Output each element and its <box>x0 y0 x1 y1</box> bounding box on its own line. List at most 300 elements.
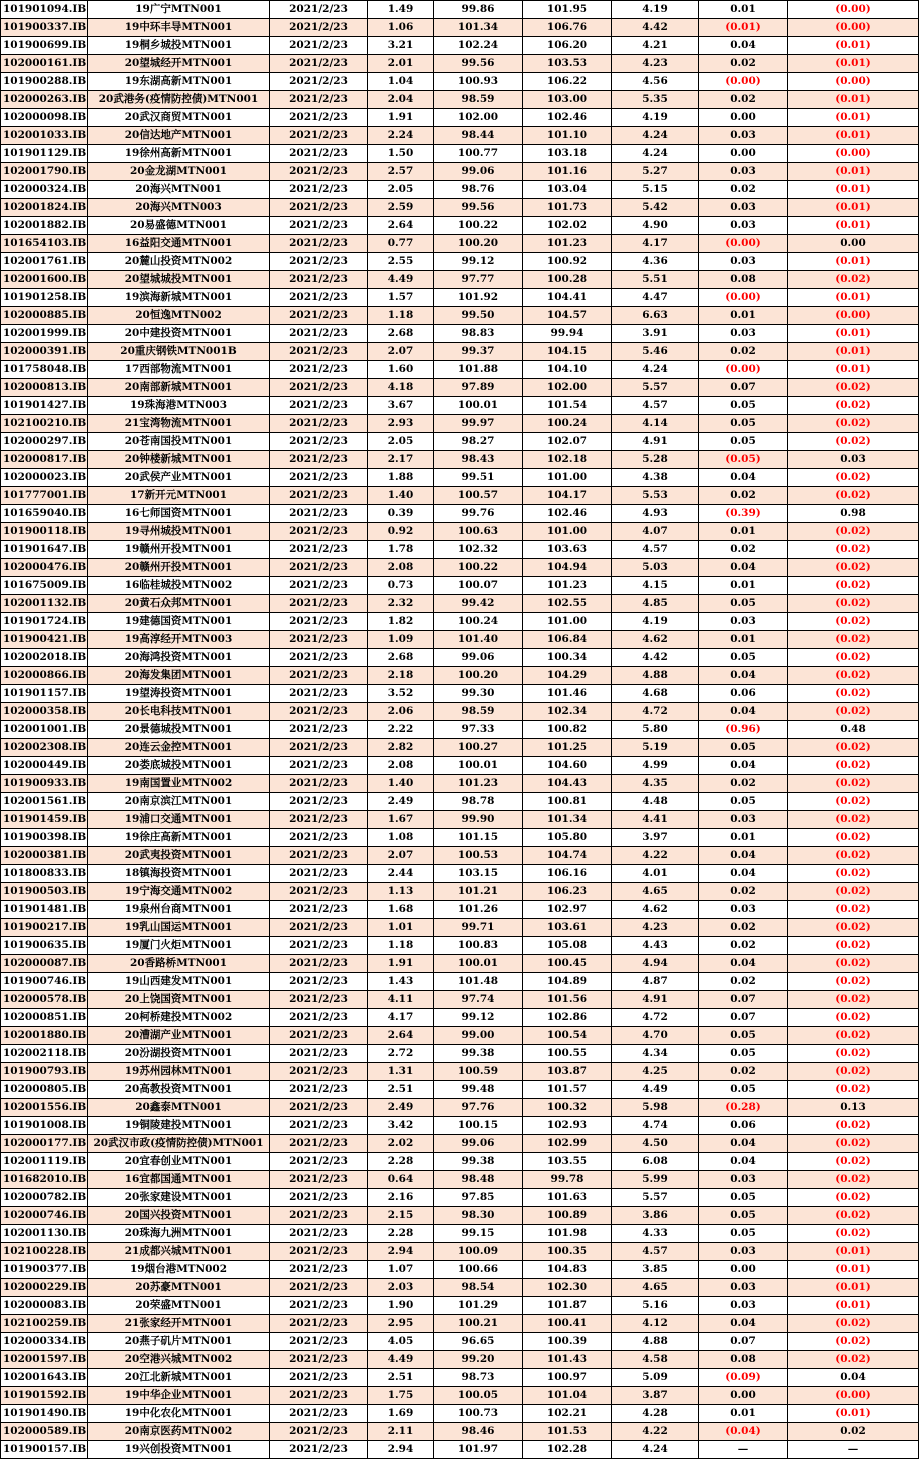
bond-code-cell: 101900337.IB <box>1 19 88 37</box>
change-a-cell: 0.01 <box>699 631 788 649</box>
full-price-cell: 99.94 <box>523 325 612 343</box>
net-price-cell: 99.38 <box>434 1045 523 1063</box>
term-cell: 3.42 <box>368 1117 434 1135</box>
change-a-cell: 0.08 <box>699 271 788 289</box>
table-row <box>1 901 919 919</box>
bond-name-cell: 16临桂城投MTN002 <box>88 577 270 595</box>
bond-code-cell: 102000177.IB <box>1 1135 88 1153</box>
net-price-cell: 99.06 <box>434 1135 523 1153</box>
bond-name-cell: 19铜陵建投MTN001 <box>88 1117 270 1135</box>
change-a-cell: 0.03 <box>699 199 788 217</box>
full-price-cell: 100.82 <box>523 721 612 739</box>
term-cell: 1.50 <box>368 145 434 163</box>
term-cell: 0.39 <box>368 505 434 523</box>
full-price-cell: 102.00 <box>523 379 612 397</box>
yield-cell: 4.19 <box>612 1 699 19</box>
bond-code-cell: 101758048.IB <box>1 361 88 379</box>
change-b-cell: (0.00) <box>788 1 919 19</box>
full-price-cell: 104.57 <box>523 307 612 325</box>
date-cell: 2021/2/23 <box>270 487 368 505</box>
bond-table-body <box>1 1 919 1459</box>
table-row <box>1 505 919 523</box>
bond-code-cell: 102000782.IB <box>1 1189 88 1207</box>
full-price-cell: 103.63 <box>523 541 612 559</box>
bond-code-cell: 102001882.IB <box>1 217 88 235</box>
date-cell: 2021/2/23 <box>270 253 368 271</box>
yield-cell: 4.21 <box>612 37 699 55</box>
term-cell: 2.28 <box>368 1225 434 1243</box>
net-price-cell: 100.20 <box>434 667 523 685</box>
full-price-cell: 105.08 <box>523 937 612 955</box>
table-row <box>1 811 919 829</box>
table-row <box>1 739 919 757</box>
table-row <box>1 1081 919 1099</box>
yield-cell: 4.65 <box>612 883 699 901</box>
bond-name-cell: 19浦口交通MTN001 <box>88 811 270 829</box>
yield-cell: 3.87 <box>612 1387 699 1405</box>
bond-name-cell: 20汾湖投资MTN001 <box>88 1045 270 1063</box>
change-a-cell: 0.05 <box>699 1081 788 1099</box>
bond-name-cell: 19中化农化MTN001 <box>88 1405 270 1423</box>
bond-name-cell: 20海兴MTN001 <box>88 181 270 199</box>
change-b-cell: (0.02) <box>788 379 919 397</box>
net-price-cell: 100.57 <box>434 487 523 505</box>
change-b-cell: (0.02) <box>788 829 919 847</box>
yield-cell: 4.22 <box>612 1423 699 1441</box>
table-row <box>1 271 919 289</box>
change-a-cell: 0.00 <box>699 1261 788 1279</box>
bond-code-cell: 101901490.IB <box>1 1405 88 1423</box>
yield-cell: 4.33 <box>612 1225 699 1243</box>
full-price-cell: 103.00 <box>523 91 612 109</box>
table-row <box>1 91 919 109</box>
term-cell: 1.67 <box>368 811 434 829</box>
net-price-cell: 103.15 <box>434 865 523 883</box>
table-row <box>1 883 919 901</box>
yield-cell: 4.28 <box>612 1405 699 1423</box>
bond-code-cell: 101777001.IB <box>1 487 88 505</box>
date-cell: 2021/2/23 <box>270 55 368 73</box>
date-cell: 2021/2/23 <box>270 1189 368 1207</box>
term-cell: 2.03 <box>368 1279 434 1297</box>
bond-name-cell: 20海兴MTN003 <box>88 199 270 217</box>
bond-code-cell: 102000746.IB <box>1 1207 88 1225</box>
full-price-cell: 101.34 <box>523 811 612 829</box>
change-a-cell: 0.03 <box>699 163 788 181</box>
date-cell: 2021/2/23 <box>270 1135 368 1153</box>
yield-cell: 5.03 <box>612 559 699 577</box>
change-a-cell: 0.04 <box>699 1153 788 1171</box>
bond-name-cell: 20宜春创业MTN001 <box>88 1153 270 1171</box>
net-price-cell: 100.59 <box>434 1063 523 1081</box>
table-row <box>1 343 919 361</box>
term-cell: 1.40 <box>368 487 434 505</box>
bond-name-cell: 20荣盛MTN001 <box>88 1297 270 1315</box>
table-row <box>1 361 919 379</box>
term-cell: 3.67 <box>368 397 434 415</box>
term-cell: 2.49 <box>368 1099 434 1117</box>
date-cell: 2021/2/23 <box>270 613 368 631</box>
net-price-cell: 100.01 <box>434 397 523 415</box>
yield-cell: 4.15 <box>612 577 699 595</box>
date-cell: 2021/2/23 <box>270 19 368 37</box>
full-price-cell: 101.63 <box>523 1189 612 1207</box>
date-cell: 2021/2/23 <box>270 343 368 361</box>
net-price-cell: 100.15 <box>434 1117 523 1135</box>
change-b-cell: (0.02) <box>788 631 919 649</box>
net-price-cell: 100.05 <box>434 1387 523 1405</box>
full-price-cell: 104.83 <box>523 1261 612 1279</box>
full-price-cell: 104.41 <box>523 289 612 307</box>
yield-cell: 3.85 <box>612 1261 699 1279</box>
change-b-cell: (0.02) <box>788 1081 919 1099</box>
change-a-cell: (0.04) <box>699 1423 788 1441</box>
net-price-cell: 99.97 <box>434 415 523 433</box>
bond-name-cell: 20钟楼新城MTN001 <box>88 451 270 469</box>
table-row <box>1 1225 919 1243</box>
full-price-cell: 106.16 <box>523 865 612 883</box>
change-b-cell: (0.02) <box>788 1153 919 1171</box>
full-price-cell: 100.35 <box>523 1243 612 1261</box>
full-price-cell: 101.53 <box>523 1423 612 1441</box>
term-cell: 2.49 <box>368 793 434 811</box>
bond-name-cell: 20连云金控MTN001 <box>88 739 270 757</box>
net-price-cell: 98.59 <box>434 91 523 109</box>
yield-cell: 4.87 <box>612 973 699 991</box>
change-b-cell: (0.02) <box>788 775 919 793</box>
net-price-cell: 100.53 <box>434 847 523 865</box>
net-price-cell: 101.23 <box>434 775 523 793</box>
table-row <box>1 541 919 559</box>
date-cell: 2021/2/23 <box>270 199 368 217</box>
yield-cell: 4.36 <box>612 253 699 271</box>
bond-code-cell: 102100259.IB <box>1 1315 88 1333</box>
table-row <box>1 181 919 199</box>
change-a-cell: 0.03 <box>699 253 788 271</box>
date-cell: 2021/2/23 <box>270 73 368 91</box>
bond-code-cell: 101901008.IB <box>1 1117 88 1135</box>
net-price-cell: 99.37 <box>434 343 523 361</box>
bond-code-cell: 101900793.IB <box>1 1063 88 1081</box>
change-a-cell: 0.05 <box>699 739 788 757</box>
bond-code-cell: 102000476.IB <box>1 559 88 577</box>
term-cell: 2.02 <box>368 1135 434 1153</box>
full-price-cell: 104.89 <box>523 973 612 991</box>
net-price-cell: 100.01 <box>434 955 523 973</box>
yield-cell: 4.19 <box>612 109 699 127</box>
table-row <box>1 289 919 307</box>
bond-code-cell: 102000023.IB <box>1 469 88 487</box>
change-a-cell: 0.05 <box>699 397 788 415</box>
change-b-cell: 0.13 <box>788 1099 919 1117</box>
change-b-cell: (0.02) <box>788 469 919 487</box>
table-row <box>1 829 919 847</box>
full-price-cell: 102.34 <box>523 703 612 721</box>
bond-code-cell: 102100228.IB <box>1 1243 88 1261</box>
yield-cell: 4.24 <box>612 127 699 145</box>
full-price-cell: 101.00 <box>523 613 612 631</box>
net-price-cell: 98.27 <box>434 433 523 451</box>
net-price-cell: 100.22 <box>434 559 523 577</box>
bond-code-cell: 101901157.IB <box>1 685 88 703</box>
term-cell: 1.07 <box>368 1261 434 1279</box>
change-a-cell: 0.02 <box>699 541 788 559</box>
bond-name-cell: 19赣州开投MTN001 <box>88 541 270 559</box>
bond-name-cell: 19广宁MTN001 <box>88 1 270 19</box>
bond-code-cell: 101900933.IB <box>1 775 88 793</box>
change-b-cell: (0.02) <box>788 595 919 613</box>
bond-name-cell: 19徐庄高新MTN001 <box>88 829 270 847</box>
bond-name-cell: 20上饶国资MTN001 <box>88 991 270 1009</box>
change-b-cell: (0.02) <box>788 757 919 775</box>
net-price-cell: 96.65 <box>434 1333 523 1351</box>
full-price-cell: 101.57 <box>523 1081 612 1099</box>
bond-code-cell: 102001001.IB <box>1 721 88 739</box>
table-row <box>1 1369 919 1387</box>
change-a-cell: (0.96) <box>699 721 788 739</box>
yield-cell: 4.91 <box>612 991 699 1009</box>
bond-code-cell: 102001033.IB <box>1 127 88 145</box>
bond-name-cell: 21成都兴城MTN001 <box>88 1243 270 1261</box>
yield-cell: 4.94 <box>612 955 699 973</box>
bond-name-cell: 19建德国资MTN001 <box>88 613 270 631</box>
change-b-cell: (0.02) <box>788 577 919 595</box>
table-row <box>1 631 919 649</box>
change-a-cell: (0.00) <box>699 289 788 307</box>
term-cell: 1.82 <box>368 613 434 631</box>
net-price-cell: 98.43 <box>434 451 523 469</box>
yield-cell: 4.25 <box>612 1063 699 1081</box>
net-price-cell: 99.51 <box>434 469 523 487</box>
net-price-cell: 98.46 <box>434 1423 523 1441</box>
date-cell: 2021/2/23 <box>270 469 368 487</box>
date-cell: 2021/2/23 <box>270 415 368 433</box>
change-b-cell: (0.01) <box>788 1261 919 1279</box>
term-cell: 2.94 <box>368 1441 434 1459</box>
term-cell: 1.04 <box>368 73 434 91</box>
yield-cell: 4.57 <box>612 397 699 415</box>
change-a-cell: 0.04 <box>699 865 788 883</box>
term-cell: 1.91 <box>368 109 434 127</box>
date-cell: 2021/2/23 <box>270 577 368 595</box>
full-price-cell: 101.46 <box>523 685 612 703</box>
table-row <box>1 1387 919 1405</box>
term-cell: 1.40 <box>368 775 434 793</box>
bond-name-cell: 20娄底城投MTN001 <box>88 757 270 775</box>
table-row <box>1 1135 919 1153</box>
table-row <box>1 721 919 739</box>
change-b-cell: (0.01) <box>788 1405 919 1423</box>
table-row <box>1 19 919 37</box>
bond-code-cell: 101901094.IB <box>1 1 88 19</box>
bond-name-cell: 20珠海九洲MTN001 <box>88 1225 270 1243</box>
date-cell: 2021/2/23 <box>270 685 368 703</box>
full-price-cell: 102.93 <box>523 1117 612 1135</box>
date-cell: 2021/2/23 <box>270 739 368 757</box>
change-b-cell: (0.02) <box>788 1009 919 1027</box>
date-cell: 2021/2/23 <box>270 127 368 145</box>
term-cell: 2.05 <box>368 433 434 451</box>
change-a-cell: 0.01 <box>699 829 788 847</box>
change-a-cell: 0.02 <box>699 343 788 361</box>
full-price-cell: 101.95 <box>523 1 612 19</box>
change-b-cell: 0.98 <box>788 505 919 523</box>
term-cell: 4.05 <box>368 1333 434 1351</box>
net-price-cell: 99.48 <box>434 1081 523 1099</box>
term-cell: 2.17 <box>368 451 434 469</box>
change-b-cell: (0.02) <box>788 1225 919 1243</box>
date-cell: 2021/2/23 <box>270 1027 368 1045</box>
full-price-cell: 100.81 <box>523 793 612 811</box>
full-price-cell: 100.28 <box>523 271 612 289</box>
yield-cell: 4.56 <box>612 73 699 91</box>
full-price-cell: 104.29 <box>523 667 612 685</box>
bond-name-cell: 20麓山投资MTN002 <box>88 253 270 271</box>
net-price-cell: 99.50 <box>434 307 523 325</box>
term-cell: 4.17 <box>368 1009 434 1027</box>
table-row <box>1 1207 919 1225</box>
yield-cell: 5.98 <box>612 1099 699 1117</box>
yield-cell: 5.16 <box>612 1297 699 1315</box>
bond-name-cell: 19山西建发MTN001 <box>88 973 270 991</box>
bond-code-cell: 102000087.IB <box>1 955 88 973</box>
change-a-cell: 0.02 <box>699 1063 788 1081</box>
net-price-cell: 99.42 <box>434 595 523 613</box>
net-price-cell: 99.06 <box>434 163 523 181</box>
term-cell: 1.91 <box>368 955 434 973</box>
table-row <box>1 1351 919 1369</box>
date-cell: 2021/2/23 <box>270 109 368 127</box>
term-cell: 2.64 <box>368 217 434 235</box>
change-a-cell: 0.05 <box>699 1189 788 1207</box>
yield-cell: 4.17 <box>612 235 699 253</box>
table-row <box>1 757 919 775</box>
net-price-cell: 99.15 <box>434 1225 523 1243</box>
term-cell: 1.18 <box>368 307 434 325</box>
yield-cell: 4.90 <box>612 217 699 235</box>
yield-cell: 4.23 <box>612 55 699 73</box>
date-cell: 2021/2/23 <box>270 91 368 109</box>
term-cell: 2.64 <box>368 1027 434 1045</box>
net-price-cell: 100.22 <box>434 217 523 235</box>
net-price-cell: 99.38 <box>434 1153 523 1171</box>
bond-code-cell: 101659040.IB <box>1 505 88 523</box>
change-a-cell: 0.05 <box>699 1027 788 1045</box>
change-b-cell: (0.02) <box>788 847 919 865</box>
yield-cell: 4.74 <box>612 1117 699 1135</box>
net-price-cell: 97.33 <box>434 721 523 739</box>
full-price-cell: 106.22 <box>523 73 612 91</box>
change-b-cell: (0.01) <box>788 253 919 271</box>
bond-code-cell: 102002308.IB <box>1 739 88 757</box>
net-price-cell: 101.15 <box>434 829 523 847</box>
net-price-cell: 101.21 <box>434 883 523 901</box>
bond-code-cell: 102001597.IB <box>1 1351 88 1369</box>
bond-code-cell: 102000263.IB <box>1 91 88 109</box>
date-cell: 2021/2/23 <box>270 559 368 577</box>
yield-cell: 5.53 <box>612 487 699 505</box>
change-a-cell: 0.02 <box>699 883 788 901</box>
bond-code-cell: 102000083.IB <box>1 1297 88 1315</box>
table-row <box>1 1333 919 1351</box>
change-b-cell: (0.00) <box>788 307 919 325</box>
date-cell: 2021/2/23 <box>270 901 368 919</box>
bond-name-cell: 20易盛德MTN001 <box>88 217 270 235</box>
change-b-cell: (0.02) <box>788 1063 919 1081</box>
net-price-cell: 97.76 <box>434 1099 523 1117</box>
date-cell: 2021/2/23 <box>270 1369 368 1387</box>
full-price-cell: 100.55 <box>523 1045 612 1063</box>
term-cell: 2.93 <box>368 415 434 433</box>
full-price-cell: 106.84 <box>523 631 612 649</box>
yield-cell: 4.43 <box>612 937 699 955</box>
bond-name-cell: 20赣州开投MTN001 <box>88 559 270 577</box>
date-cell: 2021/2/23 <box>270 1081 368 1099</box>
bond-name-cell: 19乳山国运MTN001 <box>88 919 270 937</box>
change-b-cell: (0.01) <box>788 1243 919 1261</box>
yield-cell: 4.14 <box>612 415 699 433</box>
term-cell: 3.21 <box>368 37 434 55</box>
full-price-cell: 103.04 <box>523 181 612 199</box>
bond-name-cell: 16益阳交通MTN001 <box>88 235 270 253</box>
net-price-cell: 99.56 <box>434 55 523 73</box>
full-price-cell: 101.73 <box>523 199 612 217</box>
yield-cell: 4.62 <box>612 631 699 649</box>
table-row <box>1 55 919 73</box>
change-a-cell: 0.05 <box>699 1045 788 1063</box>
term-cell: 2.16 <box>368 1189 434 1207</box>
change-a-cell: 0.04 <box>699 559 788 577</box>
term-cell: 2.82 <box>368 739 434 757</box>
bond-name-cell: 20望城城投MTN001 <box>88 271 270 289</box>
full-price-cell: 100.32 <box>523 1099 612 1117</box>
change-b-cell: 0.03 <box>788 451 919 469</box>
bond-code-cell: 102001561.IB <box>1 793 88 811</box>
change-a-cell: 0.04 <box>699 757 788 775</box>
date-cell: 2021/2/23 <box>270 811 368 829</box>
bond-code-cell: 101900503.IB <box>1 883 88 901</box>
change-a-cell: 0.03 <box>699 1243 788 1261</box>
net-price-cell: 97.89 <box>434 379 523 397</box>
yield-cell: 4.42 <box>612 19 699 37</box>
term-cell: 2.59 <box>368 199 434 217</box>
bond-code-cell: 101901647.IB <box>1 541 88 559</box>
yield-cell: 4.24 <box>612 1441 699 1459</box>
date-cell: 2021/2/23 <box>270 1243 368 1261</box>
full-price-cell: 102.97 <box>523 901 612 919</box>
change-a-cell: 0.01 <box>699 577 788 595</box>
yield-cell: 5.99 <box>612 1171 699 1189</box>
full-price-cell: 105.80 <box>523 829 612 847</box>
bond-code-cell: 102000229.IB <box>1 1279 88 1297</box>
bond-name-cell: 19寻州城投MTN001 <box>88 523 270 541</box>
term-cell: 4.49 <box>368 271 434 289</box>
net-price-cell: 99.56 <box>434 199 523 217</box>
net-price-cell: 98.76 <box>434 181 523 199</box>
yield-cell: 4.24 <box>612 361 699 379</box>
net-price-cell: 97.85 <box>434 1189 523 1207</box>
yield-cell: 4.07 <box>612 523 699 541</box>
change-b-cell: (0.01) <box>788 37 919 55</box>
bond-code-cell: 101900377.IB <box>1 1261 88 1279</box>
change-a-cell: (0.01) <box>699 19 788 37</box>
date-cell: 2021/2/23 <box>270 235 368 253</box>
yield-cell: 4.88 <box>612 667 699 685</box>
bond-name-cell: 20海鸿投资MTN001 <box>88 649 270 667</box>
bond-code-cell: 102000449.IB <box>1 757 88 775</box>
full-price-cell: 101.54 <box>523 397 612 415</box>
yield-cell: 5.57 <box>612 379 699 397</box>
